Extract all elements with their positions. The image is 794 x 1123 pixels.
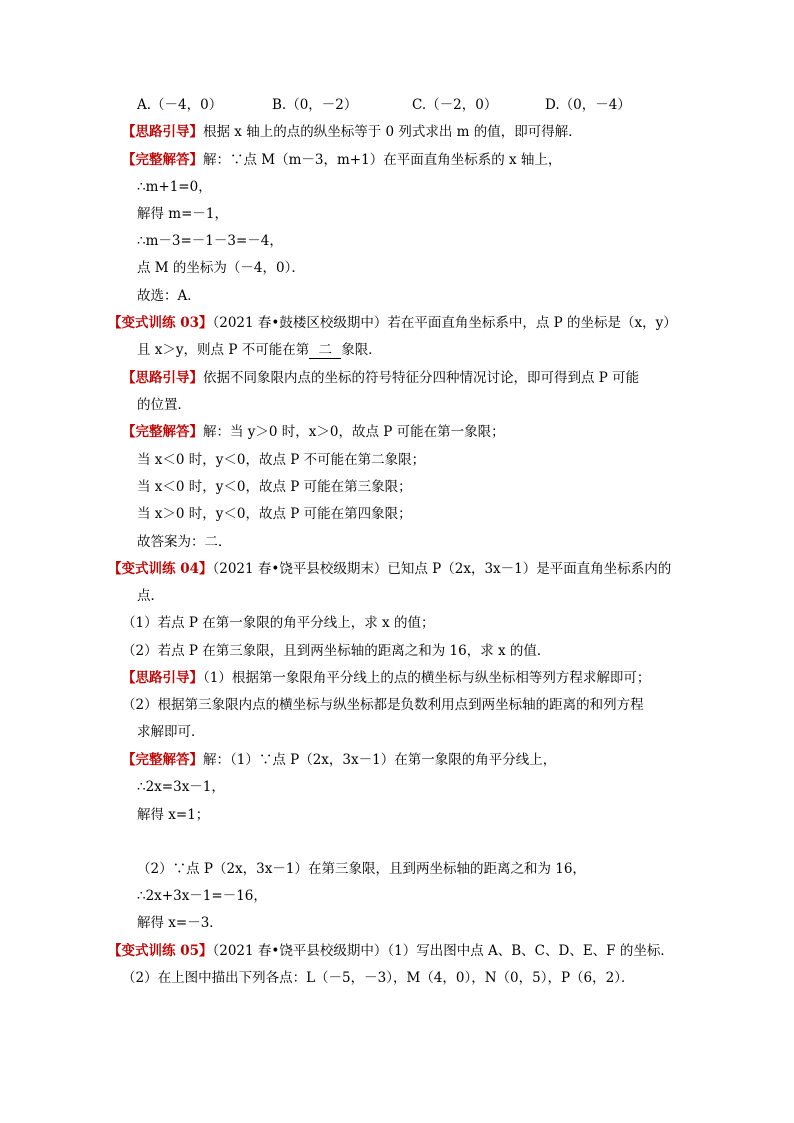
solution-text: 解：∵点 M（m－3，m+1）在平面直角坐标系的 x 轴上，	[203, 152, 562, 168]
q4-question-line-1	[108, 559, 671, 579]
q3-solution-line-4: 当 x＞0 时，y＜0，故点 P 可能在第四象限；	[137, 506, 412, 522]
exercise-tag: 【变式训练 03】	[108, 315, 213, 331]
q2-hint-line	[122, 122, 582, 142]
q2-solution-line-3: 解得 m=－1，	[137, 206, 228, 222]
q4-solution-line-5: ∴2x+3x－1=－16，	[137, 888, 267, 904]
q2-solution-line-4: ∴m－3=－1－3=－4，	[137, 233, 283, 249]
option-a: A.（－4，0）	[137, 97, 223, 113]
q4-part-1: （1）若点 P 在第一象限的角平分线上，求 x 的值；	[122, 615, 435, 631]
q5-question-line-2: （2）在上图中描出下列各点：L（－5，－3），M（4，0），N（0，5），P（6，2）．	[122, 970, 635, 986]
q3-question-line-2	[137, 340, 382, 360]
q2-solution-line-1	[122, 150, 561, 170]
q3-solution-line-2: 当 x＜0 时，y＜0，故点 P 不可能在第二象限；	[137, 452, 426, 468]
q2-solution-line-2: ∴m+1=0，	[137, 179, 212, 195]
option-c: C.（－2，0）	[412, 97, 498, 113]
answer-options	[137, 95, 631, 115]
question-text: 象限．	[341, 342, 382, 358]
q4-solution-line-4: （2）∵点 P（2x，3x－1）在第三象限，且到两坐标轴的距离之和为 16，	[137, 861, 586, 877]
q4-solution-line-1	[122, 750, 556, 770]
q4-hint-line-2: （2）根据第三象限内点的横坐标与纵坐标都是负数利用点到两坐标轴的距离的和列方程	[122, 697, 644, 713]
hint-text: 根据 x 轴上的点的纵坐标等于 0 列式求出 m 的值，即可得解．	[203, 124, 582, 140]
hint-tag: 【思路引导】	[122, 670, 203, 686]
solution-text: 解：（1）∵点 P（2x，3x－1）在第一象限的角平分线上，	[203, 752, 557, 768]
solution-tag: 【完整解答】	[122, 424, 203, 440]
q4-part-2: （2）若点 P 在第三象限，且到两坐标轴的距离之和为 16，求 x 的值．	[122, 643, 551, 659]
q3-solution-line-3: 当 x＜0 时，y＜0，故点 P 可能在第三象限；	[137, 479, 412, 495]
q3-hint-line-1	[122, 368, 639, 388]
hint-text: 依据不同象限内点的坐标的符号特征分四种情况讨论，即可得到点 P 可能	[203, 370, 640, 386]
q2-solution-line-6: 故选：A．	[137, 288, 201, 304]
q4-solution-line-6: 解得 x=－3．	[137, 915, 223, 931]
solution-tag: 【完整解答】	[122, 752, 203, 768]
q2-solution-line-5: 点 M 的坐标为（－4，0）．	[137, 260, 305, 276]
q3-solution-line-5: 故答案为：二．	[137, 534, 232, 550]
hint-tag: 【思路引导】	[122, 370, 203, 386]
question-text: （2021 春•饶平县校级期中）（1）写出图中点 A、B、C、D、E、F 的坐标．	[212, 943, 674, 959]
exercise-tag: 【变式训练 05】	[108, 943, 213, 959]
q5-question-line-1	[108, 941, 674, 961]
q3-hint-line-2: 的位置．	[137, 397, 191, 413]
hint-text: （1）根据第一象限角平分线上的点的横坐标与纵坐标相等列方程求解即可；	[203, 670, 651, 686]
question-text: （2021 春•鼓楼区校级期中）若在平面直角坐标系中，点 P 的坐标是（x，y）	[212, 315, 677, 331]
q4-solution-line-3: 解得 x=1；	[137, 807, 210, 823]
answer-blank: 二	[309, 342, 341, 359]
solution-text: 解：当 y＞0 时，x＞0，故点 P 可能在第一象限；	[203, 424, 505, 440]
solution-tag: 【完整解答】	[122, 152, 203, 168]
q3-question-line-1	[108, 313, 677, 333]
question-text: （2021 春•饶平县校级期末）已知点 P（2x，3x－1）是平面直角坐标系内的	[212, 561, 672, 577]
q3-solution-line-1	[122, 422, 505, 442]
q4-hint-line-3: 求解即可．	[137, 724, 205, 740]
exercise-tag: 【变式训练 04】	[108, 561, 213, 577]
option-d: D.（0，－4）	[545, 97, 631, 113]
q4-hint-line-1	[122, 668, 650, 688]
hint-tag: 【思路引导】	[122, 124, 203, 140]
q4-solution-line-2: ∴2x=3x－1，	[137, 779, 225, 795]
option-b: B.（0，－2）	[272, 97, 358, 113]
q4-question-line-2: 点．	[137, 588, 164, 604]
question-text: 且 x＞y，则点 P 不可能在第	[137, 342, 310, 358]
